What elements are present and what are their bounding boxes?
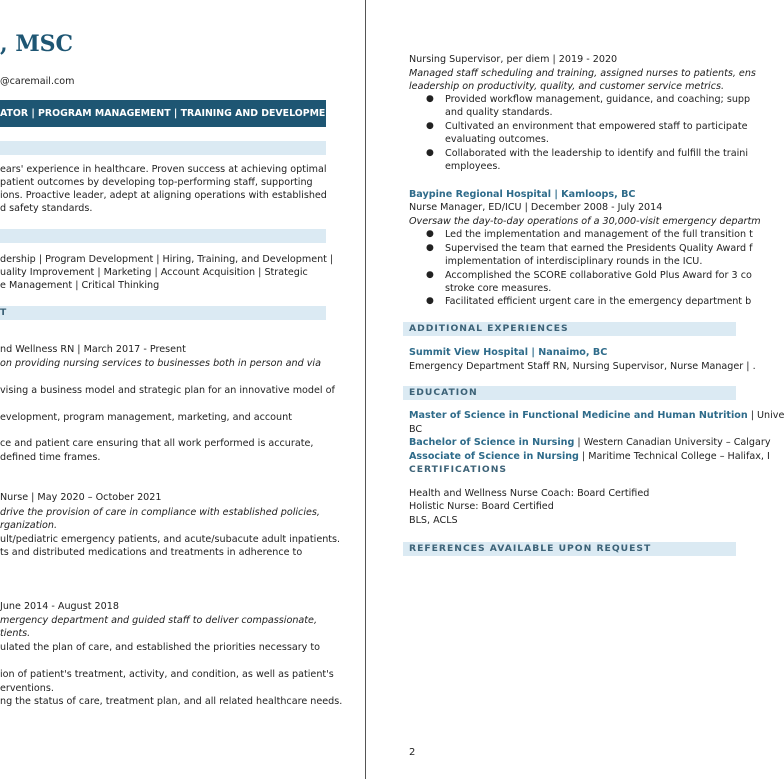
certifications-title: CERTIFICATIONS <box>409 464 508 475</box>
job-heading: Nurse Manager, ED/ICU | December 2008 - July 2014 <box>409 202 663 213</box>
job-heading: June 2014 - August 2018 <box>0 601 119 612</box>
job-description: leadership on productivity, quality, and customer service metrics. <box>409 81 725 92</box>
skills-header-bar <box>0 229 326 243</box>
bullet-icon: ● <box>426 270 434 280</box>
job-bullet: ts and distributed medications and treatments in adherence to <box>0 547 303 558</box>
page-number: 2 <box>409 747 416 758</box>
education-header <box>403 386 736 400</box>
page-divider <box>365 0 366 779</box>
job-bullet: defined time frames. <box>0 452 101 463</box>
skills-line: uality Improvement | Marketing | Account Acquisition | Strategic <box>0 267 308 278</box>
job-bullet: Cultivated an environment that empowered staff to participate <box>445 121 748 132</box>
title-bar <box>0 100 340 127</box>
references-header <box>403 542 736 556</box>
certification-item: Holistic Nurse: Board Certified <box>409 501 554 512</box>
certification-item: BLS, ACLS <box>409 515 458 526</box>
job-bullet: Facilitated efficient urgent care in the emergency department b <box>445 296 752 307</box>
education-entry <box>409 451 770 463</box>
job-bullet: ion of patient's treatment, activity, and condition, as well as patient's <box>0 669 334 680</box>
education-entry <box>409 437 771 449</box>
job-bullet: erventions. <box>0 683 54 694</box>
summary-header-bar <box>0 141 326 155</box>
school-name: | Unive <box>747 410 784 421</box>
job-description: on providing nursing services to businesses both in person and via <box>0 358 321 369</box>
job-heading: Emergency Department Staff RN, Nursing Supervisor, Nurse Manager | . <box>409 361 756 372</box>
summary-line: ions. Proactive leader, adept at aligning operations with established <box>0 190 327 201</box>
employer-heading: Baypine Regional Hospital | Kamloops, BC <box>409 189 636 200</box>
job-description: rganization. <box>0 520 58 531</box>
bullet-icon: ● <box>426 296 434 306</box>
job-bullet: vising a business model and strategic plan for an innovative model of <box>0 385 335 396</box>
job-description: drive the provision of care in compliance with established policies, <box>0 507 320 518</box>
experience-header <box>0 306 326 320</box>
job-description: tients. <box>0 628 31 639</box>
degree-name: Bachelor of Science in Nursing <box>409 437 575 448</box>
summary-line: d safety standards. <box>0 203 93 214</box>
school-name: | Maritime Technical College – Halifax, I <box>578 451 770 462</box>
title-bar-text: ATOR | PROGRAM MANAGEMENT | TRAINING AND DEVELOPMENT <box>0 108 340 119</box>
degree-name: Associate of Science in Nursing <box>409 451 579 462</box>
bullet-icon: ● <box>426 229 434 239</box>
job-bullet: Supervised the team that earned the Presidents Quality Award f <box>445 243 753 254</box>
candidate-name: , MSC <box>0 31 74 57</box>
job-heading: Nurse | May 2020 – October 2021 <box>0 492 162 503</box>
resume-page-1 <box>0 0 365 779</box>
job-bullet: employees. <box>445 161 501 172</box>
job-description: Managed staff scheduling and training, assigned nurses to patients, ens <box>409 68 756 79</box>
bullet-icon: ● <box>426 94 434 104</box>
job-bullet: Provided workflow management, guidance, and coaching; supp <box>445 94 751 105</box>
skills-line: e Management | Critical Thinking <box>0 280 160 291</box>
job-bullet: Collaborated with the leadership to identify and fulfill the traini <box>445 148 749 159</box>
bullet-icon: ● <box>426 121 434 131</box>
job-bullet: ce and patient care ensuring that all work performed is accurate, <box>0 438 314 449</box>
job-heading: Nursing Supervisor, per diem | 2019 - 2020 <box>409 54 618 65</box>
job-description: Oversaw the day-to-day operations of a 30,000-visit emergency departm <box>409 216 761 227</box>
job-bullet: evaluating outcomes. <box>445 134 549 145</box>
job-heading: nd Wellness RN | March 2017 - Present <box>0 344 186 355</box>
degree-name: Master of Science in Functional Medicine and Human Nutrition <box>409 410 748 421</box>
job-bullet: Accomplished the SCORE collaborative Gold Plus Award for 3 co <box>445 270 752 281</box>
summary-line: patient outcomes by developing top-performing staff, supporting <box>0 177 313 188</box>
job-bullet: ng the status of care, treatment plan, and all related healthcare needs. <box>0 696 343 707</box>
resume-page-2 <box>367 0 784 779</box>
bullet-icon: ● <box>426 243 434 253</box>
summary-line: ears' experience in healthcare. Proven success at achieving optimal <box>0 164 327 175</box>
additional-experiences-header <box>403 322 736 336</box>
education-entry-cont: BC <box>409 424 423 435</box>
job-bullet: stroke core measures. <box>445 283 552 294</box>
contact-email: @caremail.com <box>0 76 75 87</box>
job-bullet: implementation of interdisciplinary rounds in the ICU. <box>445 256 703 267</box>
job-bullet: and quality standards. <box>445 107 553 118</box>
certification-item: Health and Wellness Nurse Coach: Board Certified <box>409 488 650 499</box>
bullet-icon: ● <box>426 148 434 158</box>
job-bullet: ult/pediatric emergency patients, and acute/subacute adult inpatients. <box>0 534 341 545</box>
certifications-header <box>403 463 736 477</box>
employer-heading: Summit View Hospital | Nanaimo, BC <box>409 347 608 358</box>
job-bullet: Led the implementation and management of the full transition t <box>445 229 753 240</box>
education-title: EDUCATION <box>409 387 478 398</box>
experience-header-text: T <box>0 307 8 318</box>
job-description: mergency department and guided staff to deliver compassionate, <box>0 615 317 626</box>
skills-line: dership | Program Development | Hiring, Training, and Development | <box>0 254 334 265</box>
job-bullet: ulated the plan of care, and established the priorities necessary to <box>0 642 321 653</box>
references-title: REFERENCES AVAILABLE UPON REQUEST <box>409 543 652 554</box>
job-bullet: evelopment, program management, marketing, and account <box>0 412 292 423</box>
school-name: | Western Canadian University – Calgary <box>574 437 771 448</box>
education-entry <box>409 410 784 422</box>
additional-experiences-title: ADDITIONAL EXPERIENCES <box>409 323 569 334</box>
